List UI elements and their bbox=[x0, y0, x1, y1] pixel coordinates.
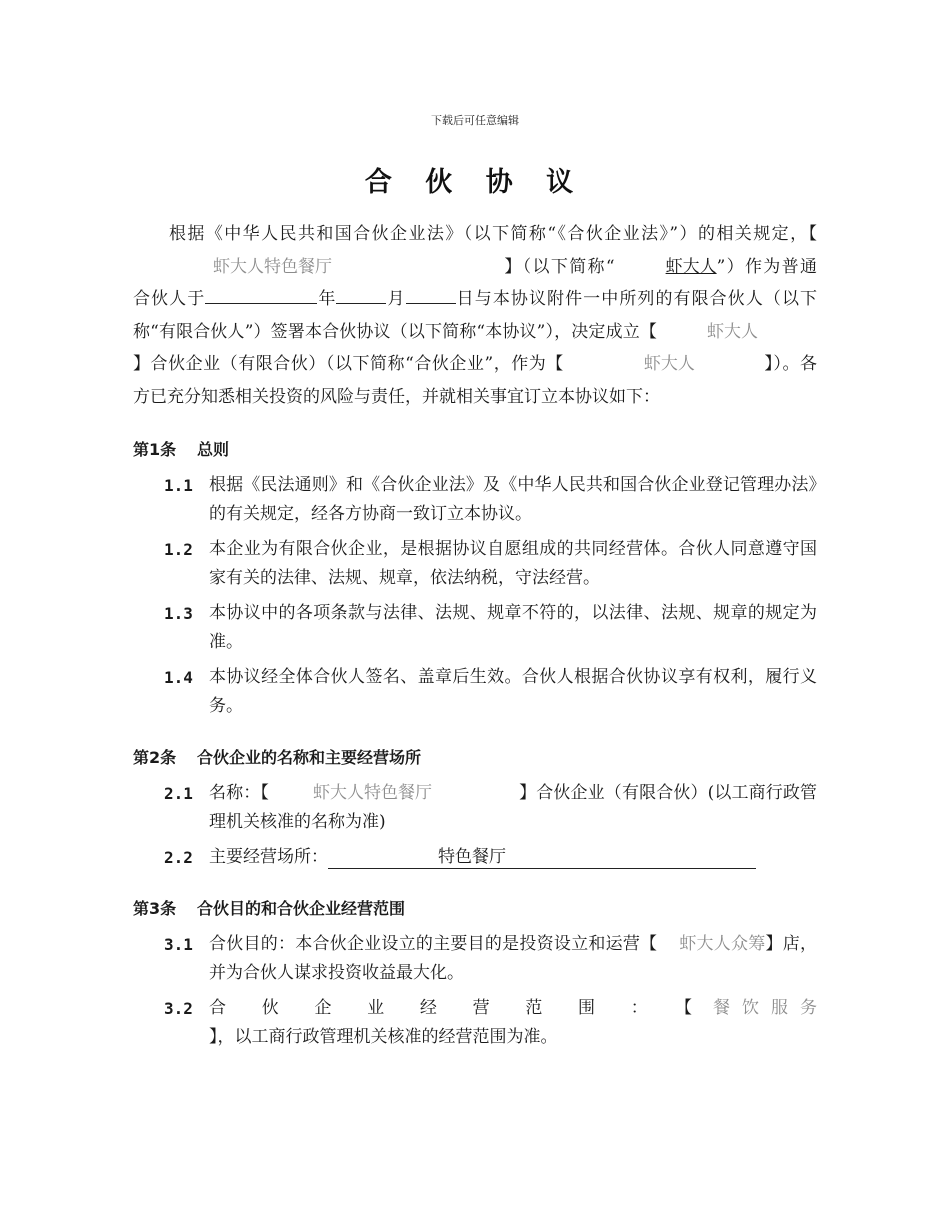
document-title: 合 伙 协 议 bbox=[364, 167, 586, 198]
clause-number: 1.3 bbox=[164, 604, 193, 623]
intro-text-4: 日与本协议附件一中所列的有限合伙人（以下称“有限合伙人”）签署本合伙协议（以下简称“本协议”），决定成立【 bbox=[133, 289, 818, 342]
article-1-heading bbox=[133, 435, 817, 465]
article-title: 合伙目的和合伙企业经营范围 bbox=[197, 899, 406, 918]
clause-number: 3.2 bbox=[164, 999, 193, 1018]
business-scope-fill: 餐饮服务 bbox=[713, 998, 829, 1018]
month-label: 月 bbox=[386, 289, 406, 309]
intro-text-5: 】合伙企业（有限合伙）（以下简称“合伙企业”，作为【 bbox=[133, 354, 564, 374]
clause-3-2 bbox=[133, 994, 829, 1052]
clause-text: 本协议经全体合伙人签名、盖章后生效。合伙人根据合伙协议享有权利，履行义务。 bbox=[209, 667, 817, 716]
clause-1-1 bbox=[133, 471, 817, 529]
intro-text-6: 】）。各方已充分知悉相关投资的风险与责任，并就相关事宜订立本协议如下： bbox=[133, 354, 817, 407]
project-name-fill: 虾大人众筹 bbox=[679, 934, 766, 954]
clause-text: 本协议中的各项条款与法律、法规、规章不符的，以法律、法规、规章的规定为准。 bbox=[209, 603, 817, 652]
intro-paragraph bbox=[133, 218, 817, 413]
signing-day-blank bbox=[406, 285, 456, 304]
clause-prefix: 名称：【 bbox=[209, 783, 270, 803]
clause-suffix: 】合伙企业（有限合伙）(以工商行政管理机关核准的名称为准) bbox=[209, 783, 818, 832]
signing-month-blank bbox=[336, 285, 386, 304]
clause-number: 1.2 bbox=[164, 540, 193, 559]
clause-2-2 bbox=[133, 843, 817, 872]
article-title: 合伙企业的名称和主要经营场所 bbox=[197, 748, 422, 767]
article-number: 第3条 bbox=[133, 899, 177, 918]
clause-prefix: 主要经营场所： bbox=[209, 847, 328, 867]
clause-1-4 bbox=[133, 663, 817, 721]
clause-number: 2.1 bbox=[164, 784, 193, 803]
enterprise-alias-field: 虾大人 bbox=[643, 354, 695, 374]
article-number: 第1条 bbox=[133, 440, 177, 459]
article-number: 第2条 bbox=[133, 748, 177, 767]
article-2-heading bbox=[133, 743, 817, 773]
clause-number: 3.1 bbox=[164, 935, 193, 954]
clause-number: 1.1 bbox=[164, 476, 193, 495]
business-location-fill: 特色餐厅 bbox=[328, 846, 756, 869]
clause-prefix: 合伙目的：本合伙企业设立的主要目的是投资设立和运营【 bbox=[209, 934, 658, 954]
restaurant-name-field: 虾大人特色餐厅 bbox=[213, 256, 332, 277]
clause-1-3 bbox=[133, 599, 817, 657]
intro-text-2: 】（以下简称“ bbox=[503, 256, 615, 277]
enterprise-name-field: 虾大人 bbox=[707, 321, 758, 342]
article-3-heading bbox=[133, 894, 817, 924]
enterprise-name-fill: 虾大人特色餐厅 bbox=[313, 783, 433, 803]
signing-year-blank bbox=[205, 285, 317, 304]
document-body bbox=[133, 218, 829, 1052]
year-label: 年 bbox=[317, 289, 337, 309]
clause-2-1 bbox=[133, 779, 817, 837]
clause-number: 1.4 bbox=[164, 668, 193, 687]
intro-text-3: ”）作为普通合伙人于 bbox=[133, 256, 817, 309]
article-title: 总则 bbox=[197, 440, 230, 459]
clause-text: 根据《民法通则》和《合伙企业法》及《中华人民共和国合伙企业登记管理办法》的有关规定，经各方协商一致订立本协议。 bbox=[209, 475, 817, 524]
clause-text: 本企业为有限合伙企业，是根据协议自愿组成的共同经营体。合伙人同意遵守国家有关的法律、法规、规章，依法纳税，守法经营。 bbox=[209, 539, 817, 588]
short-name-field: 虾大人 bbox=[665, 256, 717, 277]
clause-suffix: 】店，并为合伙人谋求投资收益最大化。 bbox=[209, 934, 818, 983]
clause-prefix: 合伙企业经营范围：【 bbox=[209, 998, 713, 1018]
clause-3-1 bbox=[133, 930, 817, 988]
clause-1-2 bbox=[133, 535, 817, 593]
intro-text-1: 根据《中华人民共和国合伙企业法》（以下简称“《合伙企业法》”）的相关规定，【 bbox=[169, 224, 817, 244]
clause-suffix: 】，以工商行政管理机关核准的经营范围为准。 bbox=[209, 1027, 558, 1047]
header-note: 下载后可任意编辑 bbox=[431, 114, 519, 127]
clause-number: 2.2 bbox=[164, 848, 193, 867]
